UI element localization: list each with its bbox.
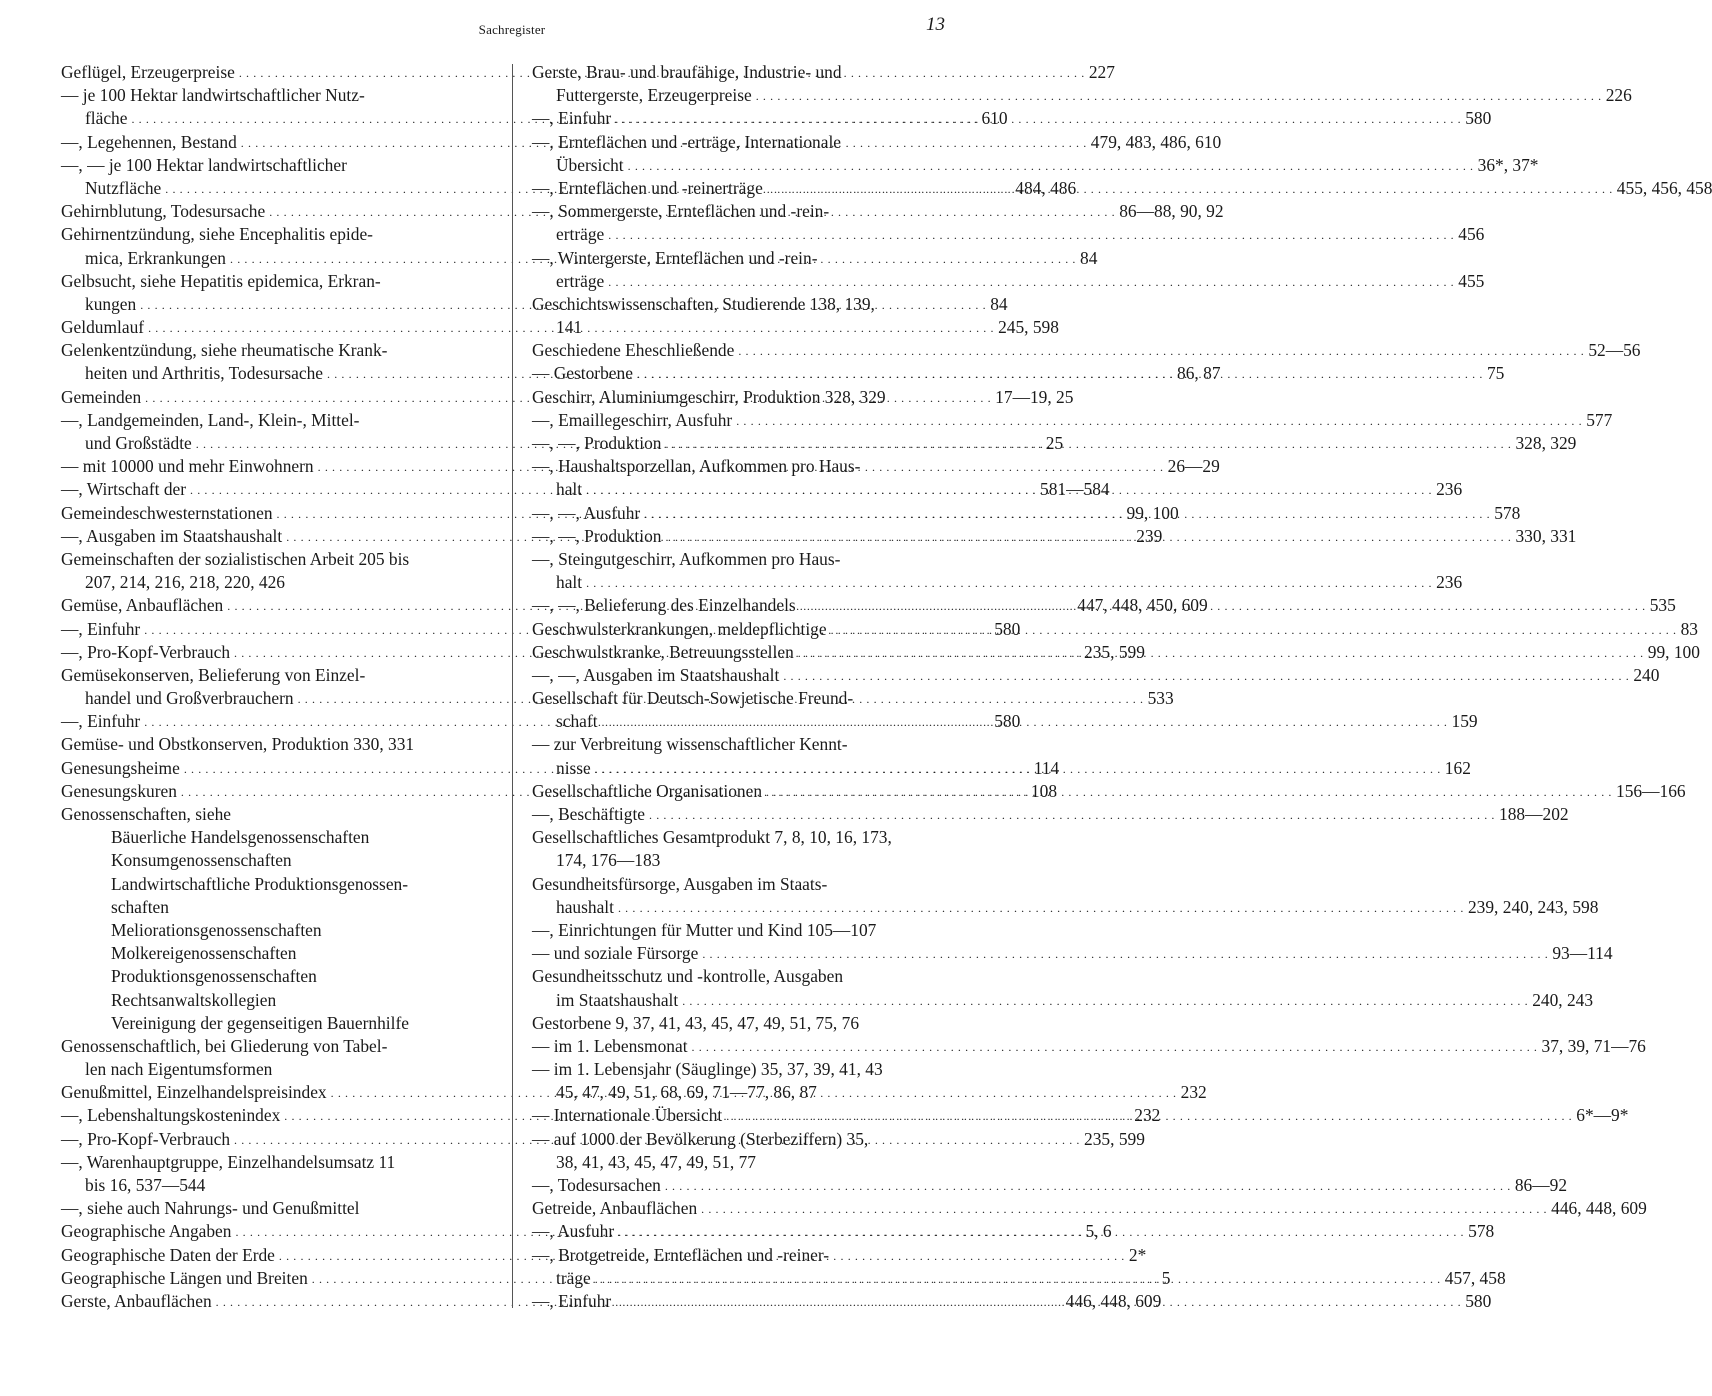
index-entry (532, 154, 1539, 177)
index-entry (532, 409, 1613, 432)
index-entry-text: Gelbsucht, siehe Hepatitis epidemica, Erkran- (61, 270, 381, 291)
index-entry-pages: 457, 458 (1444, 1267, 1506, 1288)
index-entry-text: Gehirnblutung, Todesursache (61, 201, 266, 222)
index-entry-text: handel und Großverbrauchern (85, 688, 294, 709)
leader-dots (598, 710, 1452, 733)
index-entry-pages: 533 (1147, 688, 1174, 709)
index-entry-text: — Internationale Übersicht (532, 1105, 723, 1126)
index-entry-pages: 2* (1128, 1244, 1147, 1265)
index-entry (532, 1267, 1506, 1290)
index-entry-text: und Großstädte (85, 433, 192, 453)
index-entry (61, 942, 489, 965)
index-entry-pages: 232 (1180, 1082, 1207, 1103)
leader-dots (611, 1290, 1465, 1313)
index-entry-pages: 330, 331 (1515, 525, 1577, 546)
index-entry-text: — auf 1000 der Bevölkerung (Sterbeziffern) 35, (532, 1128, 869, 1149)
index-entry-text: —, Pro-Kopf-Verbrauch (61, 1128, 231, 1149)
index-entry-text: Geldumlauf (61, 317, 145, 338)
index-entry-pages: 86—88, 90, 92 (1119, 201, 1224, 222)
index-entry (61, 409, 489, 432)
index-entry-text: —, — je 100 Hektar landwirtschaftlicher (61, 154, 347, 175)
index-entry-text: Genußmittel, Einzelhandelspreisindex (61, 1082, 327, 1103)
index-entry-text: Rechtsanwaltskollegien (111, 989, 277, 1010)
index-entry (61, 84, 489, 107)
index-entry (532, 84, 1632, 107)
leader-dots (604, 223, 1458, 246)
index-entry-text: Gehirnentzündung, siehe Encephalitis epide- (61, 224, 373, 245)
index-entry-text: Gelenkentzündung, siehe rheumatische Krank- (61, 340, 388, 361)
leader-dots (645, 803, 1499, 826)
index-entry-text: heiten und Arthritis, Todesursache (85, 363, 324, 384)
index-entry-text: schaften (111, 896, 169, 917)
index-entry (532, 293, 960, 316)
index-entry (532, 1081, 960, 1104)
index-entry-text: Geschiedene Eheschließende (532, 340, 735, 361)
index-entry-pages: 239 (1136, 525, 1163, 546)
index-entry-text: — im 1. Lebensmonat (532, 1035, 688, 1056)
index-entry-text: —, —, Belieferung des Einzelhandels (532, 595, 796, 616)
index-entry-text: 45, 47, 49, 51, 68, 69, 71—77, 86, 87 (556, 1082, 817, 1103)
leader-dots (678, 989, 1532, 1012)
index-entry-text: —, Ausgaben im Staatshaushalt (61, 525, 283, 546)
index-entry (532, 1128, 960, 1151)
index-entry-text: Molkereigenossenschaften (111, 943, 297, 964)
index-entry-text: —, Legehennen, Bestand (61, 131, 237, 152)
index-entry-pages: 99, 100 (1126, 502, 1179, 523)
index-entry-text: —, Einfuhr (61, 618, 141, 639)
index-entry-pages: 456 (1458, 224, 1485, 245)
leader-dots (732, 409, 1586, 432)
leader-dots (582, 571, 1436, 594)
index-entry-pages: 581—584 (1040, 479, 1110, 500)
index-entry (61, 339, 489, 362)
index-entry-pages: 236 (1436, 572, 1463, 593)
index-entry-text: —, Wintergerste, Ernteflächen und -rein- (532, 247, 818, 268)
index-entry-pages: 86—92 (1514, 1175, 1568, 1195)
index-entry (61, 896, 489, 919)
leader-dots (697, 1197, 1551, 1220)
index-entry-pages: 240, 243 (1532, 989, 1594, 1010)
leader-dots (611, 107, 1465, 130)
index-entry-pages: 108 (1030, 780, 1058, 801)
index-entry-text: Gemüsekonserven, Belieferung von Einzel- (61, 664, 366, 685)
index-entry (532, 942, 1613, 965)
index-entry (61, 223, 489, 246)
leader-dots (752, 84, 1606, 107)
index-entry-pages: 580 (1465, 1290, 1492, 1311)
index-entry-text: —, Ernteflächen und -reinerträge (532, 177, 763, 198)
index-entry-text: 141 (556, 317, 583, 338)
index-entry (532, 965, 960, 988)
index-entry (61, 849, 489, 872)
index-entry-text: —, Einfuhr (61, 711, 141, 732)
index-entry (532, 247, 960, 270)
index-entry-pages: 25 (1045, 433, 1064, 453)
index-entry-text: Übersicht (556, 154, 624, 175)
index-entry-pages: 580 (994, 618, 1021, 639)
index-entry (61, 664, 489, 687)
index-entry-pages: 479, 483, 486, 610 (1090, 131, 1222, 152)
index-entry-pages: 93—114 (1552, 943, 1613, 964)
index-entry-text: Gesellschaftliche Organisationen (532, 780, 763, 801)
index-entry-text: Meliorationsgenossenschaften (111, 919, 322, 940)
index-entry-pages: 156—166 (1616, 780, 1686, 801)
index-entry-text: Geschwulstkranke, Betreuungsstellen (532, 641, 794, 662)
index-entry-text: —, Einfuhr (532, 108, 612, 129)
index-entry (61, 571, 489, 594)
index-entry-pages: 455, 456, 458 (1616, 177, 1712, 198)
index-entry (61, 989, 489, 1012)
index-entry-pages: 446, 448, 609 (1551, 1198, 1647, 1219)
index-entry-text: —, —, Produktion (532, 433, 662, 453)
index-entry-text: fläche (85, 108, 128, 129)
index-entry-text: erträge (556, 224, 605, 245)
index-entry-pages: 99, 100 (1647, 641, 1700, 662)
index-entry-text: bis 16, 537—544 (85, 1175, 206, 1195)
leader-dots (698, 942, 1552, 965)
index-entry-text: — je 100 Hektar landwirtschaftlicher Nutz- (61, 85, 365, 106)
index-entry (61, 154, 489, 177)
index-entry-text: Bäuerliche Handelsgenossenschaften (111, 827, 370, 848)
leader-dots (633, 362, 1487, 385)
index-entry-pages: 36*, 37* (1477, 154, 1539, 175)
index-entry-pages: 580 (994, 711, 1021, 732)
index-entry (532, 571, 1463, 594)
leader-dots (827, 618, 1681, 641)
index-entry-text: Gestorbene 9, 37, 41, 43, 45, 47, 49, 51, 75, 76 (532, 1012, 860, 1033)
index-entry-pages: 580 (1465, 108, 1492, 129)
index-entry-text: Gemeinden (61, 386, 142, 407)
index-entry-text: Gerste, Anbauflächen (61, 1290, 212, 1311)
index-entry-text: —, Brotgetreide, Ernteflächen und -reiner- (532, 1244, 830, 1265)
leader-dots (624, 154, 1478, 177)
index-entry-text: Gemeindeschwesternstationen (61, 502, 273, 523)
index-entry-pages: 455 (1458, 270, 1485, 291)
index-entry-pages: 86, 87 (1177, 363, 1221, 384)
index-entry (532, 1058, 960, 1081)
index-entry-text: Gerste, Brau- und braufähige, Industrie- und (532, 62, 842, 82)
index-entry-text: Geschwulsterkrankungen, meldepflichtige (532, 618, 827, 639)
index-entry-text: nisse (556, 757, 591, 778)
index-entry (532, 896, 1599, 919)
index-entry-pages: 26—29 (1167, 456, 1220, 477)
index-entry-text: Gemüse, Anbauflächen (61, 595, 224, 616)
page-number: 13 (926, 14, 945, 35)
index-entry (61, 803, 489, 826)
index-entry-text: — Gestorbene (532, 363, 633, 384)
index-entry (61, 1058, 489, 1081)
index-entry (532, 989, 1594, 1012)
index-entry-text: Gemüse- und Obstkonserven, Produktion 330, 331 (61, 734, 415, 755)
index-entry-pages: 610 (981, 108, 1008, 129)
leader-dots (763, 177, 1617, 200)
index-entry-text: Genesungsheime (61, 757, 180, 778)
leader-dots (661, 1174, 1515, 1197)
index-entry (532, 687, 960, 710)
index-entry-pages: 52—56 (1588, 340, 1641, 361)
index-entry-text: Futtergerste, Erzeugerpreise (556, 85, 752, 106)
index-entry (532, 131, 960, 154)
index-entry (532, 664, 1660, 687)
index-entry-text: 207, 214, 216, 218, 220, 426 (85, 572, 285, 593)
index-entry (532, 733, 960, 756)
index-entry (61, 873, 489, 896)
index-entry-text: Landwirtschaftliche Produktionsgenossen- (111, 873, 409, 894)
index-entry (61, 1151, 489, 1174)
index-entry-text: Genossenschaftlich, bei Gliederung von Tabel- (61, 1035, 388, 1056)
index-entry (532, 873, 960, 896)
index-entry-text: Geographische Angaben (61, 1221, 232, 1242)
index-entry-pages: 578 (1494, 502, 1521, 523)
index-entry-pages: 6*—9* (1576, 1105, 1629, 1126)
leader-dots (661, 525, 1515, 548)
index-entry-pages: 447, 448, 450, 609 (1077, 595, 1208, 616)
index-entry-text: —, Landgemeinden, Land-, Klein-, Mittel- (61, 409, 360, 430)
index-entry-pages: 578 (1468, 1221, 1495, 1242)
leader-dots (779, 664, 1633, 687)
index-entry (532, 386, 960, 409)
leader-dots (661, 432, 1515, 455)
index-entry (532, 1244, 960, 1267)
index-entry (532, 849, 960, 872)
index-entry-text: Produktionsgenossenschaften (111, 966, 317, 987)
index-entry-pages: 328, 329 (1515, 433, 1577, 453)
index-entry-text: len nach Eigentumsformen (85, 1059, 273, 1080)
index-entry-text: Genesungskuren (61, 780, 177, 801)
index-entry-text: —, Haushaltsporzellan, Aufkommen pro Haus- (532, 456, 861, 477)
leader-dots (614, 1220, 1468, 1243)
index-entry (61, 919, 489, 942)
index-entry-text: —, Wirtschaft der (61, 479, 187, 500)
leader-dots (762, 780, 1616, 803)
index-entry-text: Geschichtswissenschaften, Studierende 138, 139, (532, 293, 875, 314)
index-entry-pages: 5, 6 (1085, 1221, 1112, 1242)
index-entry-pages: 484, 486 (1015, 177, 1077, 198)
index-entry-text: im Staatshaushalt (556, 989, 679, 1010)
index-entry (61, 1012, 489, 1035)
index-entry-text: —, Ernteflächen und -erträge, Internationale (532, 131, 842, 152)
index-entry-text: —, Todesursachen (532, 1175, 661, 1195)
index-entry (532, 200, 960, 223)
index-entry-text: halt (556, 572, 583, 593)
index-entry-pages: 84 (1080, 247, 1098, 268)
index-entry-pages: 446, 448, 609 (1065, 1290, 1162, 1311)
leader-dots (796, 594, 1650, 617)
index-entry-pages: 235, 599 (1084, 641, 1145, 662)
index-entry-text: —, —, Produktion (532, 525, 662, 546)
index-entry-pages: 577 (1586, 409, 1613, 430)
index-entry-text: —, Steingutgeschirr, Aufkommen pro Haus- (532, 548, 841, 569)
leader-dots (604, 270, 1458, 293)
index-entry-text: Konsumgenossenschaften (111, 850, 292, 871)
index-entry (61, 1035, 489, 1058)
index-entry-text: — zur Verbreitung wissenschaftlicher Kennt- (532, 734, 848, 755)
column-divider (512, 64, 513, 1308)
index-entry-text: schaft (556, 711, 598, 732)
index-entry-text: 174, 176—183 (556, 850, 661, 871)
index-entry-pages: 17—19, 25 (995, 386, 1074, 407)
index-entry (532, 1151, 960, 1174)
leader-dots (640, 502, 1494, 525)
index-entry-text: —, Beschäftigte (532, 804, 646, 824)
index-entry-pages: 226 (1605, 85, 1632, 106)
index-entry-text: Geographische Längen und Breiten (61, 1267, 308, 1288)
leader-dots (591, 757, 1445, 780)
index-entry-text: —, Einrichtungen für Mutter und Kind 105—107 (532, 919, 877, 940)
index-entry-pages: 227 (1088, 62, 1115, 82)
index-entry (61, 965, 489, 988)
index-entry-text: 38, 41, 43, 45, 47, 49, 51, 77 (556, 1151, 756, 1172)
index-entry-text: Geschirr, Aluminiumgeschirr, Produktion 328, 329 (532, 386, 886, 407)
index-entry (532, 270, 1485, 293)
index-entry (532, 316, 960, 339)
index-entry-text: Getreide, Anbauflächen (532, 1198, 698, 1219)
index-entry-text: — im 1. Lebensjahr (Säuglinge) 35, 37, 39, 41, 43 (532, 1059, 883, 1080)
index-entry-text: träge (556, 1267, 591, 1288)
leader-dots (582, 478, 1436, 501)
index-entry-text: erträge (556, 270, 605, 291)
index-entry-pages: 535 (1649, 595, 1676, 616)
index-entry (532, 1035, 1646, 1058)
index-entry (532, 61, 960, 84)
index-entry-text: kungen (85, 293, 137, 314)
index-entry-pages: 232 (1134, 1105, 1161, 1126)
index-entry-text: —, —, Ausfuhr (532, 502, 641, 523)
index-entry-text: —, Sommergerste, Ernteflächen und -rein- (532, 201, 830, 222)
index-entry-text: —, Lebenshaltungskostenindex (61, 1105, 281, 1126)
index-entry-text: —, Pro-Kopf-Verbrauch (61, 641, 231, 662)
index-entry (532, 223, 1485, 246)
index-entry-pages: 114 (1033, 757, 1060, 778)
index-entry (532, 1012, 960, 1035)
index-entry-pages: 245, 598 (998, 317, 1059, 338)
index-entry-pages: 239, 240, 243, 598 (1467, 896, 1599, 917)
index-entry-text: Nutzfläche (85, 177, 162, 198)
leader-dots (688, 1035, 1542, 1058)
index-entry (61, 548, 489, 571)
index-entry-pages: 37, 39, 71—76 (1541, 1035, 1646, 1056)
header-title: Sachregister (478, 22, 546, 37)
index-entry-text: Gesellschaft für Deutsch-Sowjetische Freund- (532, 688, 854, 709)
index-entry-pages: 162 (1444, 757, 1471, 778)
index-entry-pages: 159 (1451, 711, 1478, 732)
leader-dots (722, 1104, 1576, 1127)
index-entry-text: —, —, Ausgaben im Staatshaushalt (532, 664, 780, 685)
index-entry (532, 803, 1569, 826)
index-entry-pages: 84 (990, 293, 1008, 314)
index-entry-text: —, Einfuhr (532, 1290, 612, 1311)
index-entry (61, 1174, 489, 1197)
leader-dots (794, 641, 1648, 664)
index-entry (532, 1174, 1568, 1197)
index-entry-pages: 83 (1680, 618, 1698, 639)
index-entry-text: Gemeinschaften der sozialistischen Arbeit 205 bis (61, 548, 410, 569)
index-entry-pages: 188—202 (1499, 804, 1569, 824)
index-entry (532, 339, 1641, 362)
index-entry-text: Gesundheitsfürsorge, Ausgaben im Staats- (532, 873, 828, 894)
index-entry-text: Gesellschaftliches Gesamtprodukt 7, 8, 10, 16, 173, (532, 827, 892, 848)
index-entry (61, 733, 489, 756)
index-entry (61, 270, 489, 293)
index-entry (61, 1197, 489, 1220)
index-entry-text: Genossenschaften, siehe (61, 804, 231, 824)
index-entry-text: — und soziale Fürsorge (532, 943, 699, 964)
index-entry-text: —, Ausfuhr (532, 1221, 615, 1242)
index-entry-pages: 236 (1436, 479, 1463, 500)
index-entry-text: halt (556, 479, 583, 500)
index-entry (532, 919, 960, 942)
index-entry-pages: 235, 599 (1084, 1128, 1145, 1149)
index-entry-text: haushalt (556, 896, 614, 917)
index-entry-text: —, Warenhauptgruppe, Einzelhandelsumsatz 11 (61, 1151, 396, 1172)
index-entry (532, 1197, 1647, 1220)
index-entry-text: —, siehe auch Nahrungs- und Genußmittel (61, 1198, 360, 1219)
index-entry (61, 826, 489, 849)
index-entry-pages: 5 (1161, 1267, 1171, 1288)
index-entry-text: — mit 10000 und mehr Einwohnern (61, 456, 314, 477)
leader-dots (614, 896, 1468, 919)
leader-dots (591, 1267, 1445, 1290)
index-entry-pages: 75 (1486, 363, 1505, 384)
index-entry-text: mica, Erkrankungen (85, 247, 227, 268)
index-entry (532, 548, 960, 571)
index-entry-text: Gesundheitsschutz und -kontrolle, Ausgaben (532, 966, 844, 987)
index-entry-pages: 240 (1633, 664, 1660, 685)
index-entry-text: Geographische Daten der Erde (61, 1244, 275, 1265)
leader-dots (734, 339, 1588, 362)
index-entry (532, 826, 960, 849)
index-entry (532, 455, 960, 478)
index-entry-text: —, Emaillegeschirr, Ausfuhr (532, 409, 733, 430)
index-entry-text: Vereinigung der gegenseitigen Bauernhilfe (111, 1012, 409, 1033)
index-entry-text: Geflügel, Erzeugerpreise (61, 62, 235, 82)
